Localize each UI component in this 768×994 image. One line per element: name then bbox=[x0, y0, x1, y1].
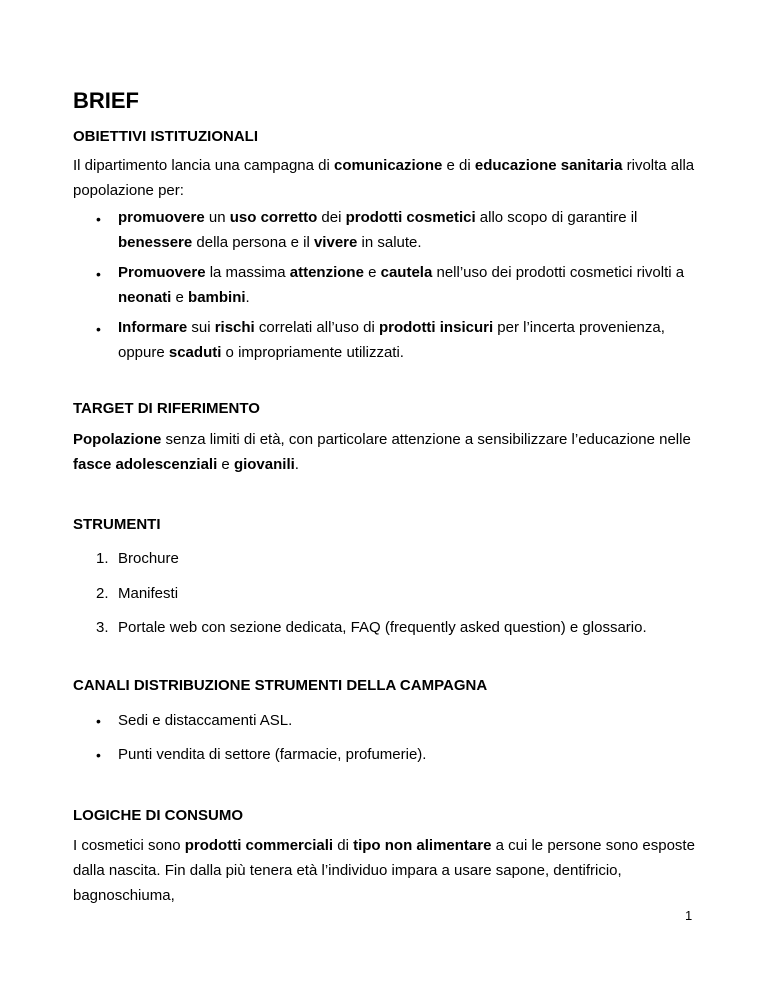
section-heading-canali: CANALI DISTRIBUZIONE STRUMENTI DELLA CAMPAGNA bbox=[73, 677, 488, 694]
bullet-marker: • bbox=[96, 211, 101, 227]
section-heading-target: TARGET DI RIFERIMENTO bbox=[73, 400, 260, 417]
bullet-marker: • bbox=[96, 713, 101, 729]
section-intro-paragraph: Il dipartimento lancia una campagna di comunicazione e di educazione sanitaria rivolta alla popolazione per: bbox=[73, 157, 695, 199]
list-item: Manifesti bbox=[118, 585, 179, 602]
bullet-marker: • bbox=[96, 747, 101, 763]
section-target-paragraph: Popolazione senza limiti di età, con particolare attenzione a sensibilizzare l’educazione nelle fasce adolescenziali e giovanili. bbox=[73, 431, 691, 473]
list-number: 2. bbox=[96, 585, 109, 602]
section-logiche-paragraph: I cosmetici sono prodotti commerciali di tipo non alimentare a cui le persone sono esposte dalla nascita. Fin dalla più tenera età l’individuo impara a usare sapone, dentifricio, bagnoschiuma, bbox=[73, 837, 695, 904]
list-item: Promuovere la massima attenzione e cautela nell’uso dei prodotti cosmetici rivolti a neonati e bambini. bbox=[118, 264, 685, 306]
section-heading-logiche: LOGICHE DI CONSUMO bbox=[73, 807, 244, 824]
bullet-marker: • bbox=[96, 321, 101, 337]
list-item: Portale web con sezione dedicata, FAQ (frequently asked question) e glossario. bbox=[118, 619, 647, 636]
section-heading-obiettivi: OBIETTIVI ISTITUZIONALI bbox=[73, 128, 258, 145]
bullet-marker: • bbox=[96, 266, 101, 282]
page-number: 1 bbox=[685, 908, 693, 923]
list-item: Sedi e distaccamenti ASL. bbox=[118, 712, 293, 729]
list-number: 3. bbox=[96, 619, 109, 636]
section-heading-strumenti: STRUMENTI bbox=[73, 516, 161, 533]
list-item: Punti vendita di settore (farmacie, profumerie). bbox=[118, 746, 427, 763]
list-number: 1. bbox=[96, 550, 109, 567]
list-item: promuovere un uso corretto dei prodotti cosmetici allo scopo di garantire il benessere della persona e il vivere in salute. bbox=[118, 209, 638, 251]
list-item: Brochure bbox=[118, 550, 179, 567]
document-title: BRIEF bbox=[73, 88, 139, 113]
list-item: Informare sui rischi correlati all’uso di prodotti insicuri per l’incerta provenienza, oppure scaduti o impropriamente utilizzati. bbox=[118, 319, 665, 361]
